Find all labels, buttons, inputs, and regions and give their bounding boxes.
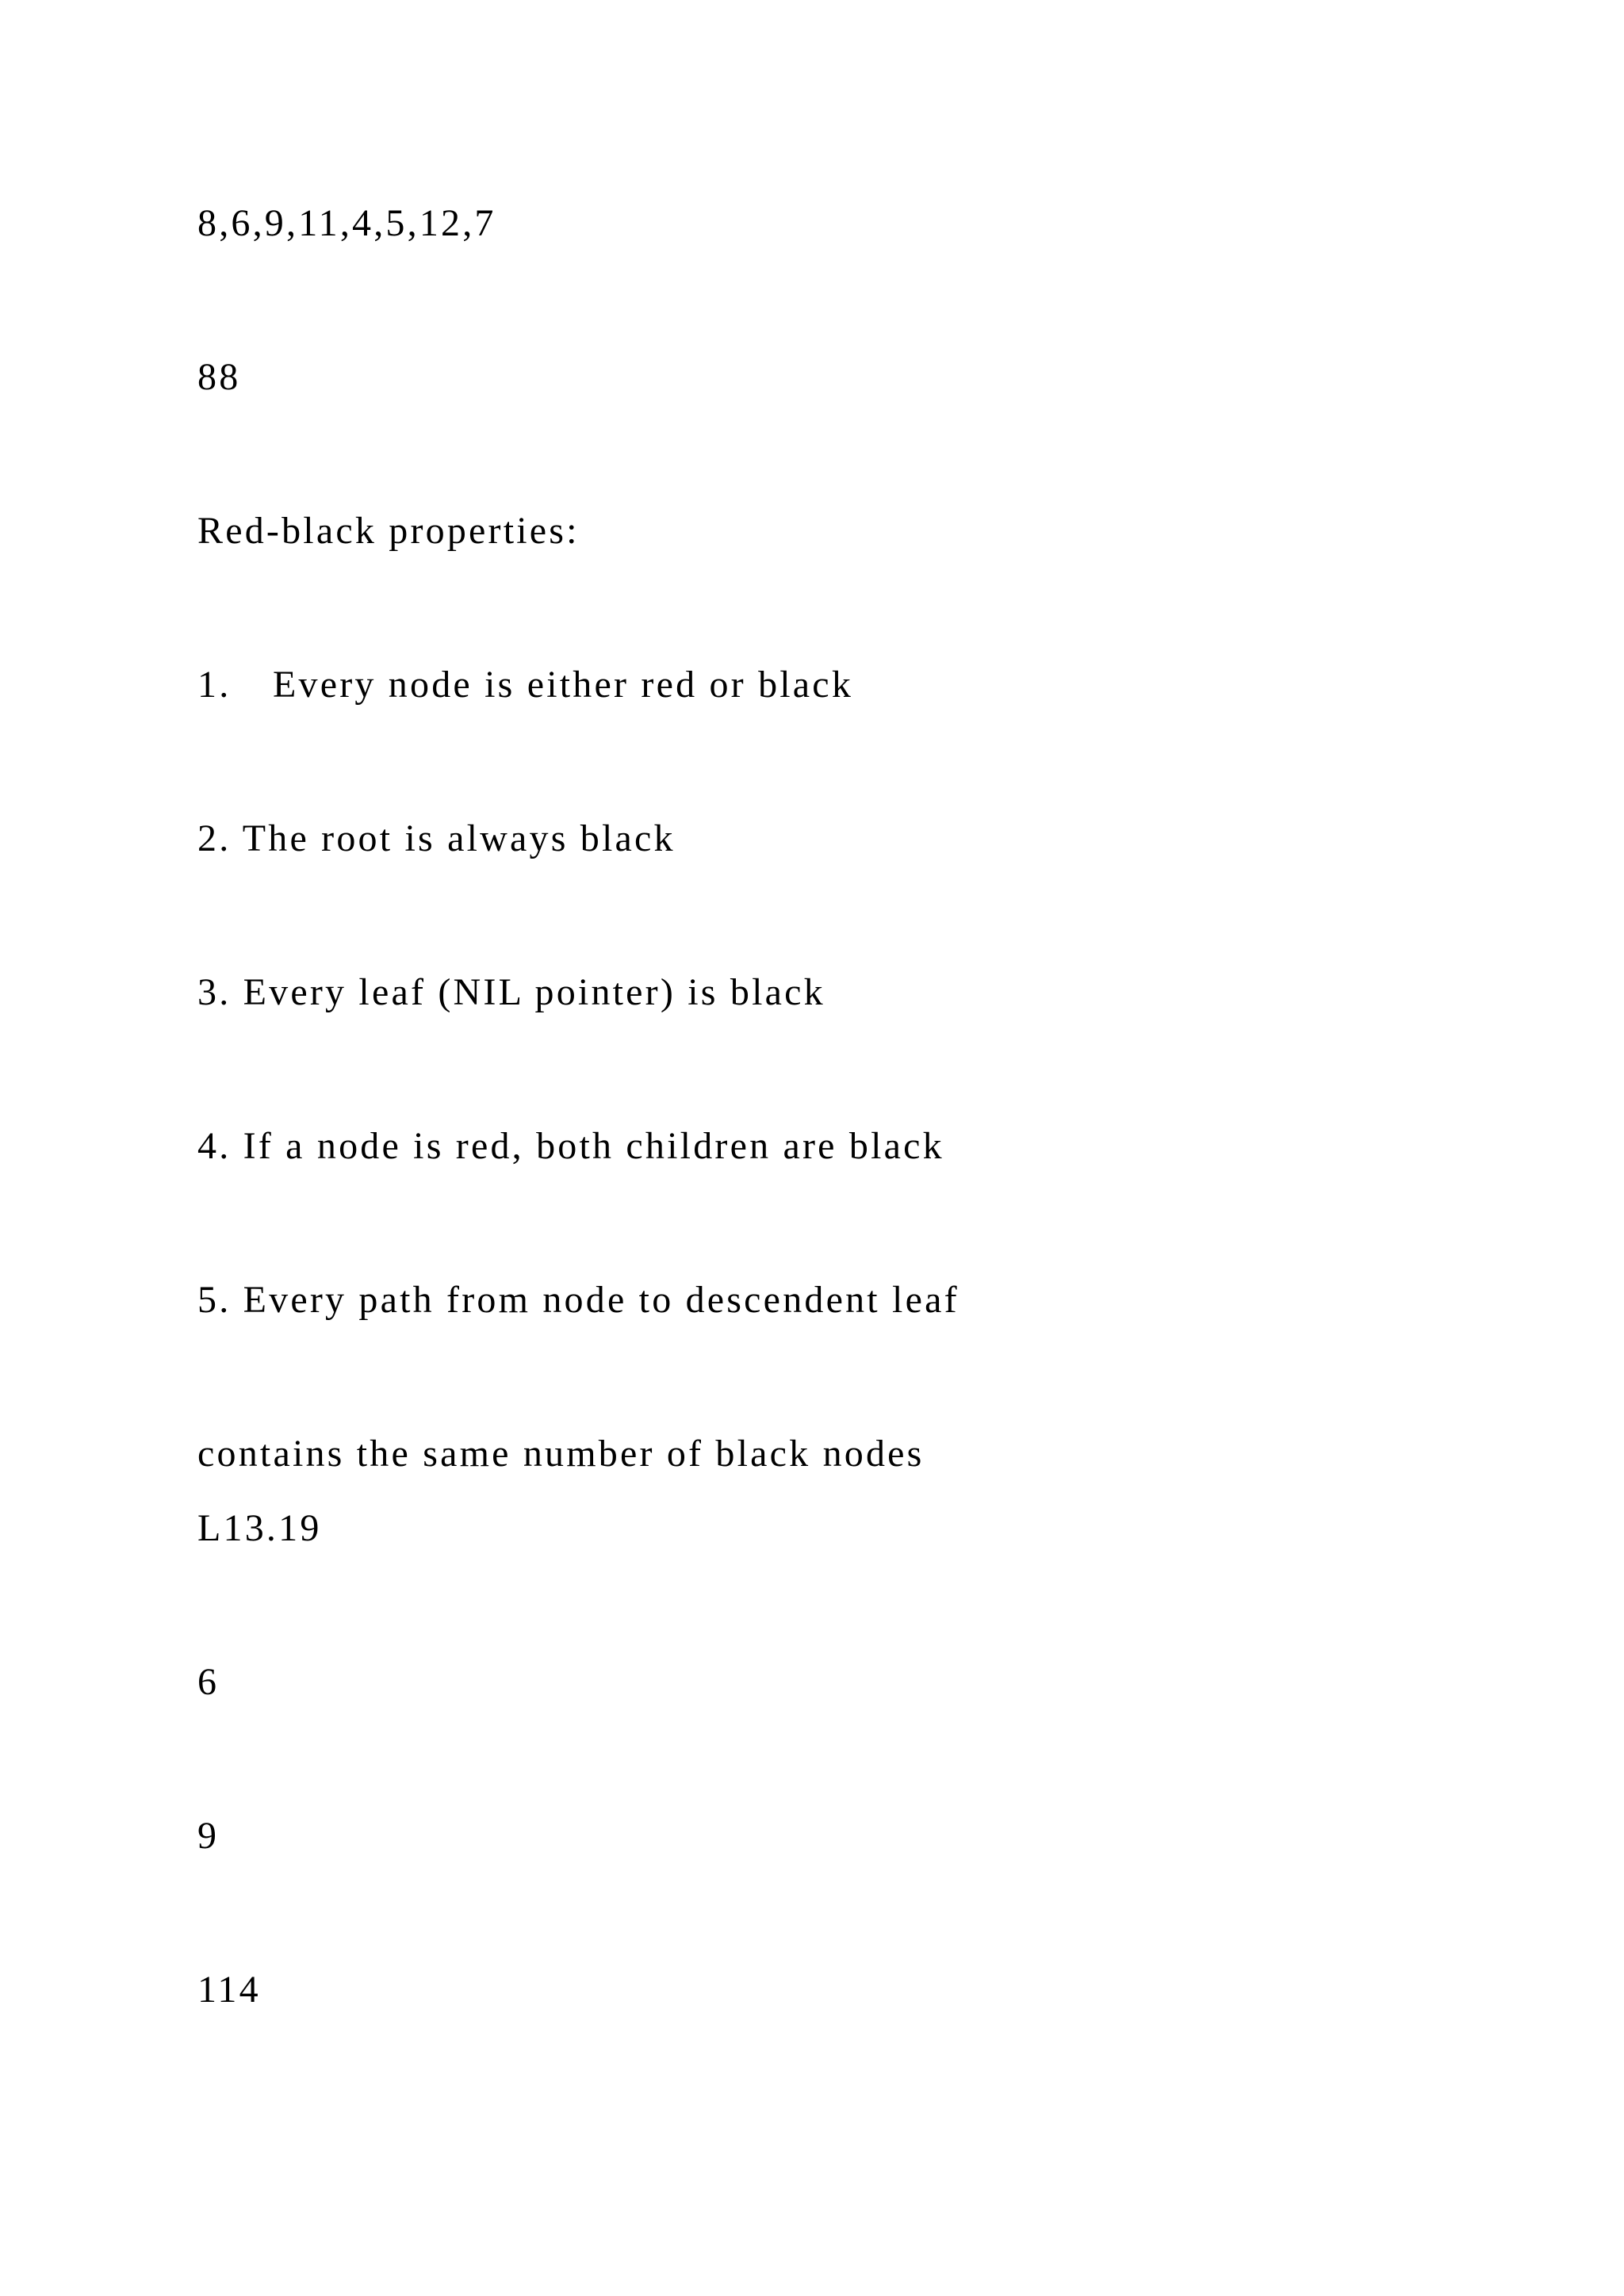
property-3: 3. Every leaf (NIL pointer) is black [197, 971, 825, 1013]
property-2: 2. The root is always black [197, 817, 676, 859]
property-1-number: 1. [197, 664, 232, 706]
property-1-text: Every node is either red or black [273, 664, 854, 706]
trailing-number-3: 114 [197, 1969, 261, 2011]
trailing-number-1: 6 [197, 1661, 220, 1703]
trailing-number-2: 9 [197, 1815, 220, 1857]
slide-label: L13.19 [197, 1507, 322, 1549]
number-sequence: 8,6,9,11,4,5,12,7 [197, 202, 496, 244]
property-5: 5. Every path from node to descendent leaf [197, 1279, 959, 1321]
property-5-continuation: contains the same number of black nodes [197, 1433, 925, 1475]
property-1 [197, 661, 853, 709]
property-4: 4. If a node is red, both children are black [197, 1125, 944, 1167]
section-heading: Red-black properties: [197, 510, 580, 552]
page-marker: 88 [197, 356, 241, 398]
